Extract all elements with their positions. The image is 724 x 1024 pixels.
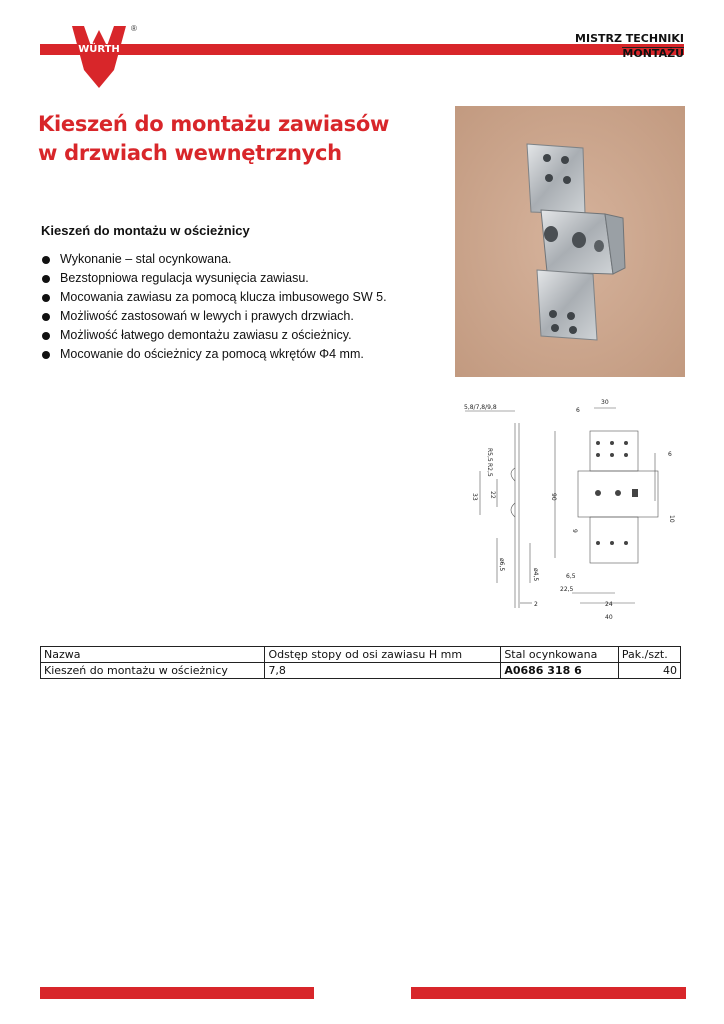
dim-label: 5,8/7,8/9,8 (464, 404, 497, 411)
section-label (575, 33, 684, 60)
table-header-cell: Nazwa (41, 647, 265, 663)
dim-label: 9 (571, 529, 578, 533)
feature-list (41, 250, 387, 364)
dim-label: 90 (550, 493, 557, 501)
feature-item: Mocowania zawiasu za pomocą klucza imbusowego SW 5. (41, 288, 387, 307)
technical-drawing (460, 393, 685, 623)
table-cell-article-number: A0686 318 6 (501, 663, 619, 679)
dim-label: 10 (668, 515, 675, 523)
dim-label: ø4,5 (532, 568, 539, 582)
footer-red-bar-right (411, 987, 686, 999)
feature-item: Bezstopniowa regulacja wysunięcia zawiasu. (41, 269, 387, 288)
section-label-line1: MISTRZ TECHNIKI (575, 32, 684, 45)
feature-item: Wykonanie – stal ocynkowana. (41, 250, 387, 269)
page-title (38, 110, 389, 168)
feature-item: Mocowanie do ościeżnicy za pomocą wkrętów Φ4 mm. (41, 345, 387, 364)
wurth-logo (70, 24, 128, 90)
page-title-line2: w drzwiach wewnętrznych (38, 141, 342, 165)
dim-label: 6 (576, 407, 580, 414)
feature-item: Możliwość łatwego demontażu zawiasu z ościeżnicy. (41, 326, 387, 345)
table-cell-name: Kieszeń do montażu w ościeżnicy (41, 663, 265, 679)
dim-label: 6,5 (566, 573, 576, 580)
table-header-row (41, 647, 681, 663)
registered-mark: ® (131, 24, 137, 33)
table-header-cell: Stal ocynkowana (501, 647, 619, 663)
table-cell-pack-qty: 40 (618, 663, 680, 679)
footer-red-bar-left (40, 987, 314, 999)
product-table (40, 646, 681, 679)
product-photo (455, 106, 685, 377)
table-row (41, 663, 681, 679)
dim-label: 6 (668, 451, 672, 458)
table-cell-offset: 7,8 (265, 663, 501, 679)
dim-label: 40 (605, 614, 613, 621)
table-header-cell: Pak./szt. (618, 647, 680, 663)
hinge-pocket-illustration (455, 106, 685, 377)
logo-text: WÜRTH (78, 44, 120, 55)
dim-label: R5,5 (486, 448, 493, 462)
product-subtitle: Kieszeń do montażu w ościeżnicy (41, 223, 250, 238)
dim-label: 22 (489, 491, 496, 499)
page-title-line1: Kieszeń do montażu zawiasów (38, 112, 390, 136)
dim-label: R2,5 (486, 463, 493, 477)
dim-label: 33 (471, 493, 478, 501)
dim-label: 24 (605, 601, 613, 608)
section-label-line2: MONTAŻU (622, 47, 684, 60)
dim-label: ø6,5 (498, 558, 505, 572)
dim-label: 30 (601, 399, 609, 406)
table-header-cell: Odstęp stopy od osi zawiasu H mm (265, 647, 501, 663)
dim-label: 2 (534, 601, 538, 608)
dim-label: 22,5 (560, 586, 574, 593)
feature-item: Możliwość zastosowań w lewych i prawych drzwiach. (41, 307, 387, 326)
